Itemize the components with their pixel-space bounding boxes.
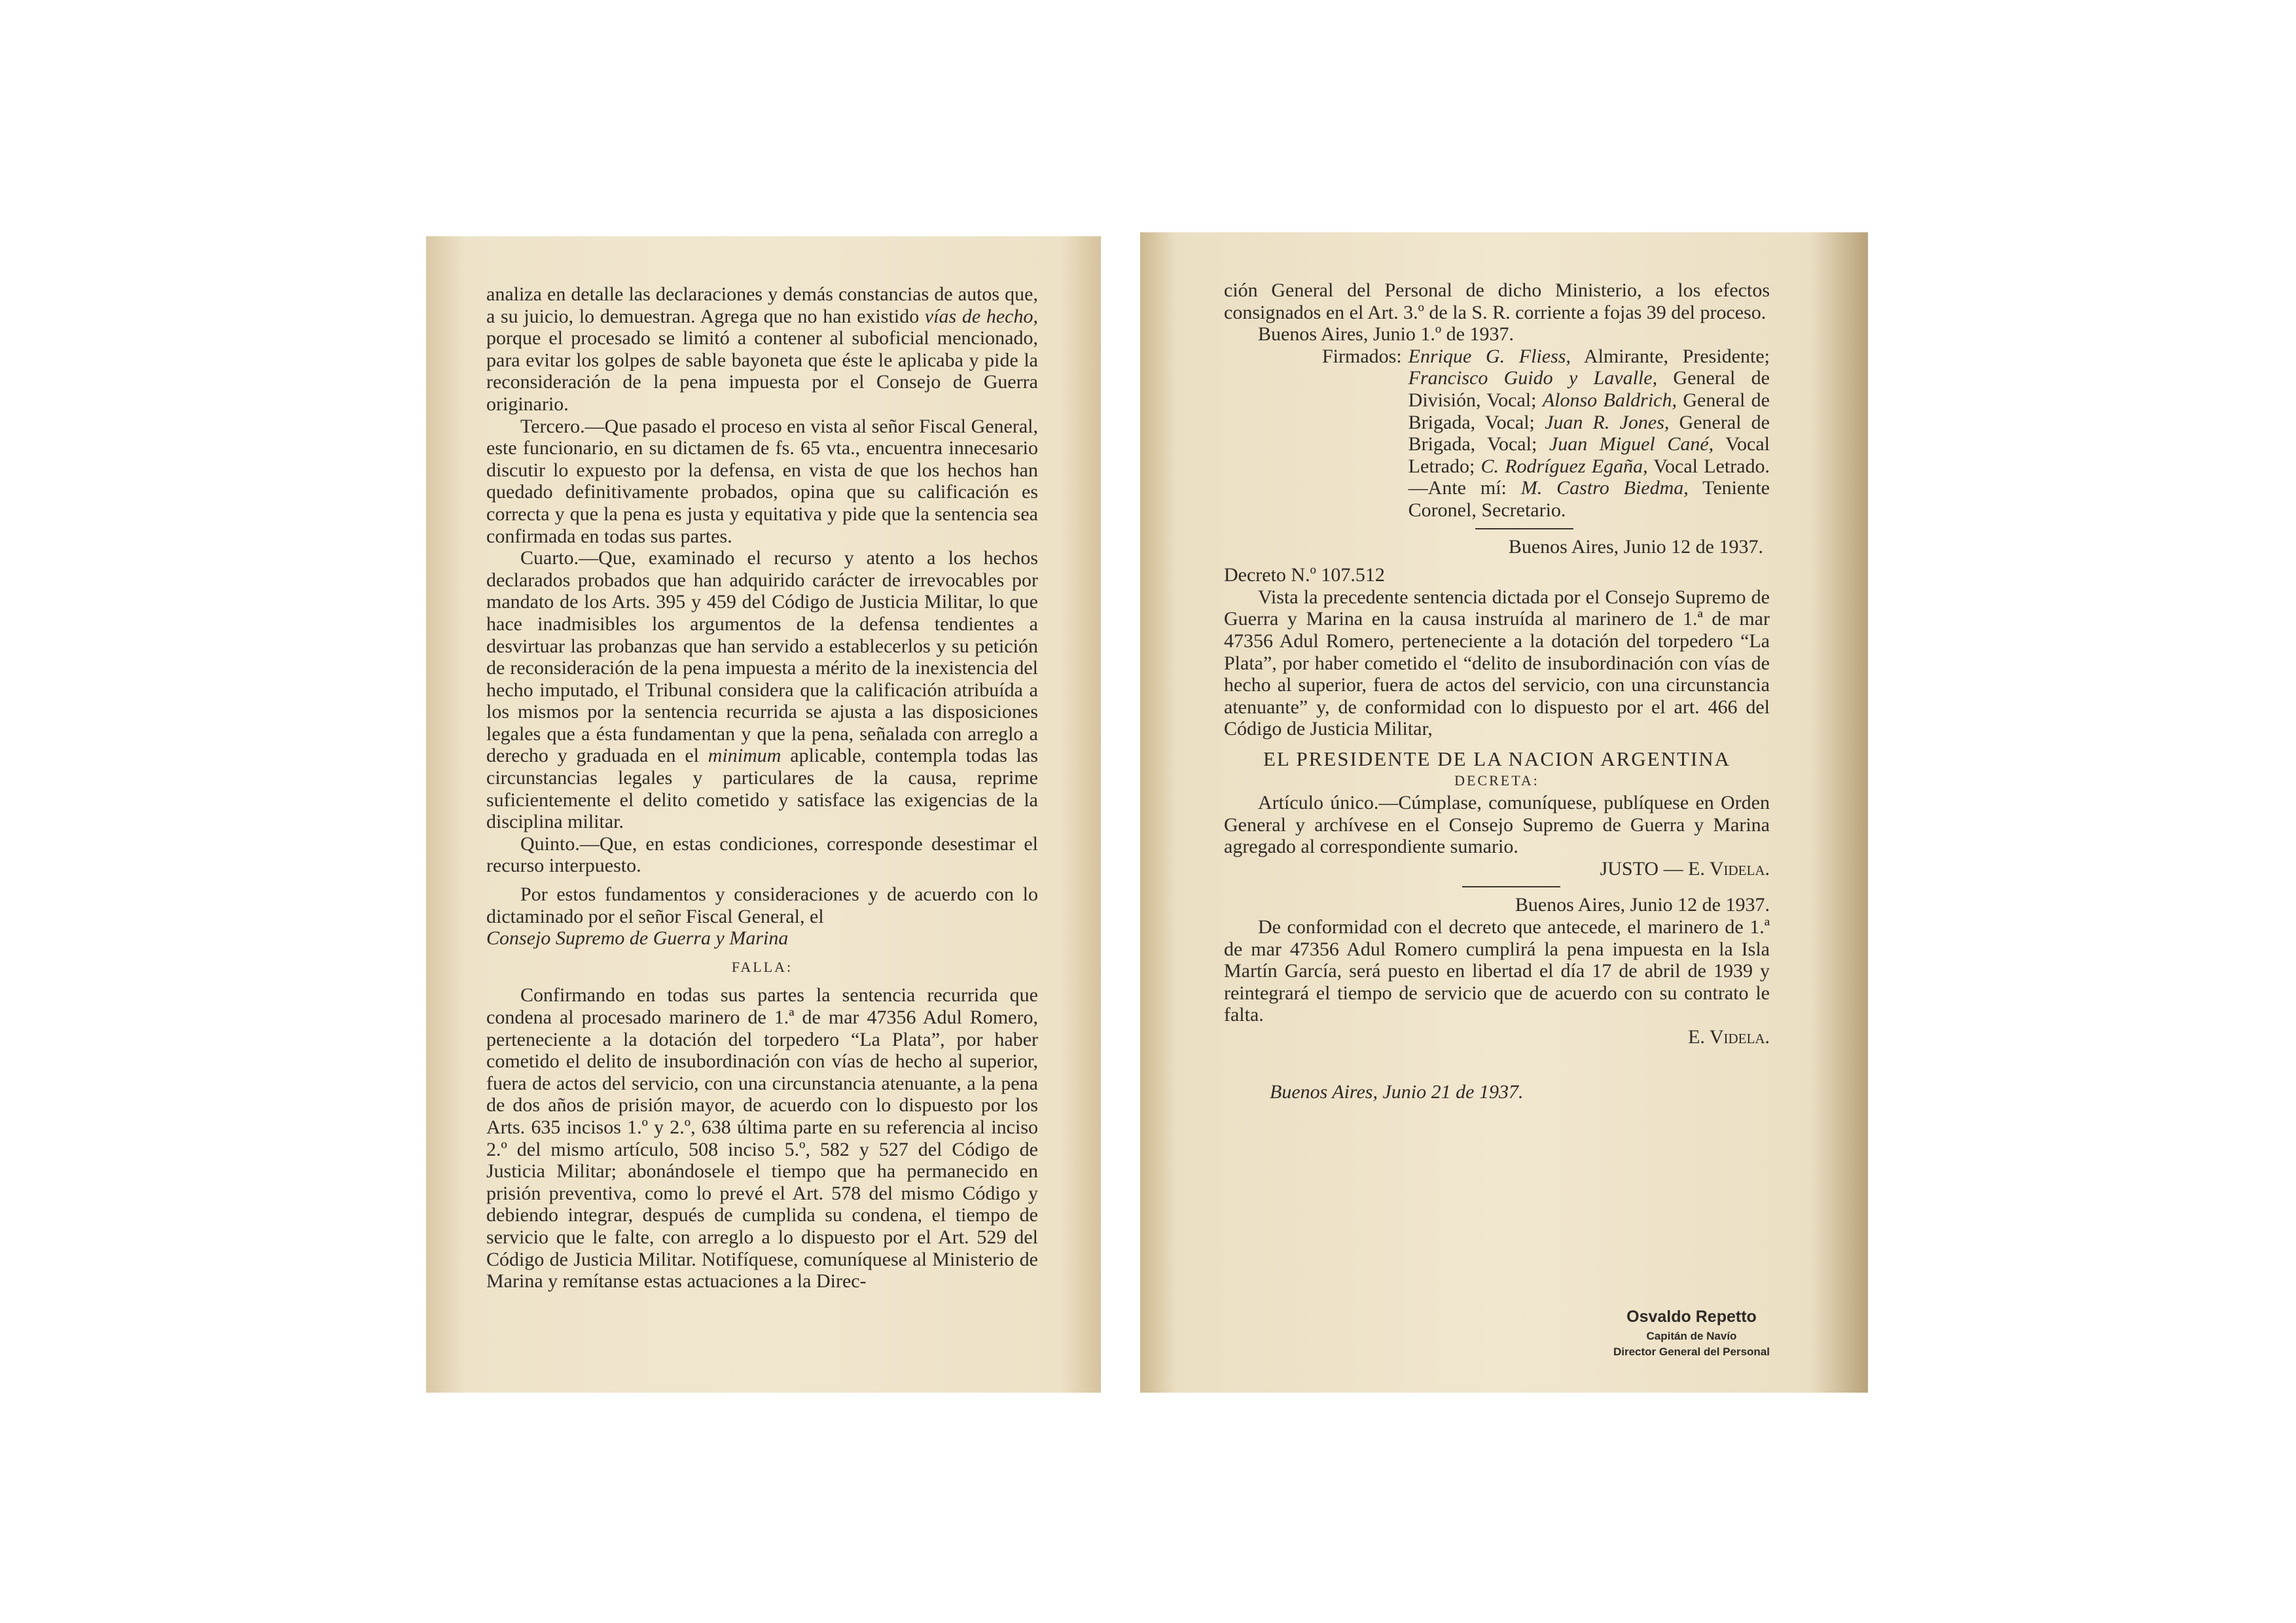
date-line: Buenos Aires, Junio 1.º de 1937.: [1258, 323, 1514, 346]
divider: [1462, 886, 1560, 887]
signatory-name: M. Castro Biedma,: [1520, 477, 1689, 499]
signatory-name: Juan R. Jones,: [1545, 411, 1670, 433]
firmados-label: Firmados:: [1322, 345, 1402, 367]
paragraph-tercero: Tercero.—Que pasado el proceso en vista al señor Fiscal General, este funcionario, en su dictamen de fs. 65 vta., encuentra innecesario discutir lo expuesto por la defensa, en vista de que los hechos han quedado definitivamente probados, opina que su calificación es correcta y que la pena es justa y equitativa y pide que la sentencia sea confirmada en todas sus partes.: [486, 415, 1038, 547]
decree-number: Decreto N.º 107.512: [1224, 564, 1385, 586]
signatory-name: Juan Miguel Cané,: [1549, 433, 1714, 455]
left-page: [426, 236, 1101, 1393]
signatory-rank: Teniente Coronel, Secretario.: [1408, 477, 1770, 521]
signatory-rank: Vocal Letrado;: [1408, 433, 1770, 477]
paragraph-text: aplicable, contempla todas las circunstancias legales y particulares de la causa, reprime suficientemente el delito cometido y satisface las exigencias de la disciplina militar.: [486, 745, 1039, 833]
signatories-text: [1408, 346, 1770, 522]
date-line: Buenos Aires, Junio 12 de 1937.: [1508, 535, 1763, 558]
signatories-block: [1224, 346, 1770, 522]
falla-heading: FALLA:: [731, 958, 793, 975]
divider: [1475, 528, 1573, 529]
signature-justo-videla: JUSTO — E. Videla.: [1600, 857, 1770, 880]
paragraph-text: Cuarto.—Que, examinado el recurso y atento a los hechos declarados probados que han adquirido carácter de irrevocables por mandato de los Arts. 395 y 459 del Código de Justicia Militar, lo que hace inadmisibles los argumentos de la defensa tendientes a desvirtuar las probanzas que han servido a establecerlos y su petición de reconsideración de la pena impuesta a mérito de la inexistencia del hecho imputado, el Tribunal considera que la calificación atribuída a los mismos por la sentencia recurrida se ajusta a las disposiciones legales que a ésta fundamentan y que la pena, señalada con arreglo a derecho y graduada en el: [486, 547, 1038, 767]
paragraph-continuation: ción General del Personal de dicho Ministerio, a los efectos consignados en el Art. 3.º de la S. R. corriente a fojas 39 del proceso.: [1224, 279, 1770, 323]
signatory-rank: General de Brigada, Vocal;: [1408, 389, 1770, 433]
paragraph-cuarto: [486, 547, 1038, 833]
paragraph-quinto: Quinto.—Que, en estas condiciones, corresponde desestimar el recurso interpuesto.: [486, 832, 1038, 877]
signatory-rank: Almirante, Presidente;: [1570, 345, 1770, 367]
official-title: Director General del Personal: [1613, 1346, 1770, 1358]
official-signature-block: [1613, 1306, 1770, 1360]
date-line: Buenos Aires, Junio 12 de 1937.: [1515, 894, 1770, 916]
date-line: Buenos Aires, Junio 21 de 1937.: [1270, 1080, 1524, 1103]
signatory-rank: Vocal Letrado.—Ante mí:: [1408, 455, 1770, 499]
paragraph-analiza: [486, 283, 1038, 416]
paragraph-vista: Vista la precedente sentencia dictada por el Consejo Supremo de Guerra y Marina en la causa instruída al marinero de 1.ª de mar 47356 Adul Romero, perteneciente a la dotación del torpedero “La Plata”, por haber cometido el “delito de insubordinación con vías de hecho al superior, fuera de actos del servicio, con una circunstancia atenuante” y, de conformidad con lo dispuesto por el art. 466 del Código de Justicia Militar,: [1224, 586, 1770, 740]
signatory-rank: General de División, Vocal;: [1408, 367, 1770, 411]
right-page: [1140, 232, 1868, 1393]
decreta-heading: DECRETA:: [1454, 772, 1539, 789]
paragraph-articulo: Artículo único.—Cúmplase, comuníquese, publíquese en Orden General y archívese en el Consejo Supremo de Guerra y Marina agregado al correspondiente sumario.: [1224, 792, 1770, 858]
paragraph-conformidad: De conformidad con el decreto que antecede, el marinero de 1.ª de mar 47356 Adul Romero cumplirá la pena impuesta en la Isla Martín García, será puesto en libertad el día 17 de abril de 1939 y reintegrará el tiempo de servicio que de acuerdo con su contrato le falta.: [1224, 916, 1770, 1026]
paragraph-confirmando: Confirmando en todas sus partes la sentencia recurrida que condena al procesado marinero de 1.ª de mar 47356 Adul Romero, perteneciente a la dotación del torpedero “La Plata”, por haber cometido el delito de insubordinación con vías de hecho al superior, fuera de actos del servicio, con una circunstancia atenuante, a la pena de dos años de prisión mayor, de acuerdo con lo dispuesto por los Arts. 635 incisos 1.º y 2.º, 638 última parte en su referencia al inciso 2.º del mismo artículo, 508 inciso 5.º, 582 y 527 del Código de Justicia Militar; abonándosele el tiempo que ha permanecido en prisión preventiva, como lo prevé el Art. 578 del mismo Código y debiendo integrar, después de cumplida su condena, el tiempo de servicio que le falte, con arreglo a lo dispuesto por el Art. 529 del Código de Justicia Militar. Notifíquese, comuníquese al Ministerio de Marina y remítanse estas actuaciones a la Direc-: [486, 984, 1038, 1293]
paragraph-por-estos: Por estos fundamentos y consideraciones y de acuerdo con lo dictaminado por el señor Fiscal General, el: [486, 883, 1038, 927]
official-name: Osvaldo Repetto: [1626, 1308, 1757, 1327]
signatory-name: Enrique G. Fliess,: [1408, 345, 1571, 367]
signatory-rank: General de Brigada, Vocal;: [1408, 411, 1770, 455]
signatory-name: Alonso Baldrich,: [1542, 389, 1677, 411]
italic-phrase: vías de hecho,: [924, 305, 1039, 327]
official-rank: Capitán de Navío: [1646, 1330, 1737, 1342]
signatory-name: C. Rodríguez Egaña,: [1480, 455, 1648, 477]
signatory-name: Francisco Guido y Lavalle,: [1408, 367, 1658, 389]
signature-videla: E. Videla.: [1688, 1026, 1770, 1048]
italic-phrase: minimum: [708, 745, 781, 767]
paragraph-text: analiza en detalle las declaraciones y demás constancias de autos que, a su juicio, lo demuestran. Agrega que no han existido: [486, 283, 1038, 327]
paragraph-text: porque el procesado se limitó a contener al suboficial mencionado, para evitar los golpes de sable bayoneta que éste le aplicaba y pide la reconsideración de la pena impuesta por el Consejo de Guerra originario.: [486, 327, 1038, 415]
president-heading: EL PRESIDENTE DE LA NACION ARGENTINA: [1263, 747, 1731, 770]
tribunal-name: Consejo Supremo de Guerra y Marina: [486, 927, 789, 950]
